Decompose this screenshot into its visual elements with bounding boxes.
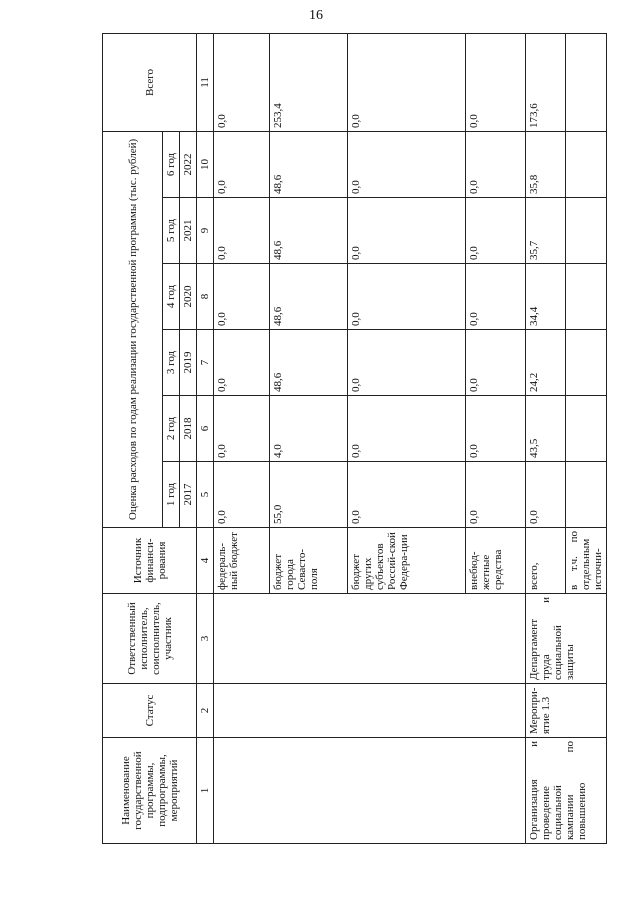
value-cell <box>566 396 607 462</box>
total-cell: 0,0 <box>466 33 526 131</box>
value-cell: 48,6 <box>270 330 348 396</box>
column-number: 6 <box>197 396 214 462</box>
year-label: 4 год <box>163 264 180 330</box>
value-cell: 0,0 <box>348 462 466 528</box>
total-cell <box>566 33 607 131</box>
value-cell: 0,0 <box>466 198 526 264</box>
table-row <box>214 33 270 843</box>
header-name: Наименование государственной программы, подпрограммы, мероприятий <box>103 738 197 844</box>
header-estimate: Оценка расходов по годам реализации государственной программы (тыс. рублей) <box>103 131 163 527</box>
source-cell: в т.ч. по отдельным источни- <box>566 528 607 594</box>
value-cell: 34,4 <box>526 264 566 330</box>
header-source: Источник финанси-рования <box>103 528 197 594</box>
value-cell: 48,6 <box>270 198 348 264</box>
year-label: 6 год <box>163 131 180 197</box>
source-cell: бюджет города Севасто-поля <box>270 528 348 594</box>
value-cell <box>566 462 607 528</box>
value-cell: 48,6 <box>270 131 348 197</box>
header-status: Статус <box>103 684 197 738</box>
year-value: 2019 <box>180 330 197 396</box>
source-cell: бюджет других субъектов Россий-ской Федера-ции <box>348 528 466 594</box>
value-cell: 48,6 <box>270 264 348 330</box>
year-value: 2022 <box>180 131 197 197</box>
value-cell <box>566 131 607 197</box>
budget-table <box>102 33 607 844</box>
value-cell: 0,0 <box>466 264 526 330</box>
value-cell: 0,0 <box>214 396 270 462</box>
column-number: 9 <box>197 198 214 264</box>
status-cell-empty <box>214 684 526 738</box>
value-cell: 0,0 <box>466 462 526 528</box>
value-cell: 35,8 <box>526 131 566 197</box>
value-cell: 0,0 <box>214 198 270 264</box>
value-cell: 0,0 <box>348 396 466 462</box>
table-row <box>526 33 566 843</box>
source-cell: федераль-ный бюджет <box>214 528 270 594</box>
column-number: 2 <box>197 684 214 738</box>
value-cell: 0,0 <box>466 131 526 197</box>
column-number: 4 <box>197 528 214 594</box>
year-label: 3 год <box>163 330 180 396</box>
value-cell: 55,0 <box>270 462 348 528</box>
value-cell: 4,0 <box>270 396 348 462</box>
event-status-cell: Меропри-ятие 1.3 <box>526 684 607 738</box>
column-number: 3 <box>197 594 214 684</box>
page-number: 16 <box>309 8 323 23</box>
column-number: 10 <box>197 131 214 197</box>
column-number: 11 <box>197 33 214 131</box>
total-cell: 173,6 <box>526 33 566 131</box>
year-label: 5 год <box>163 198 180 264</box>
responsible-cell-empty <box>214 594 526 684</box>
value-cell: 43,5 <box>526 396 566 462</box>
value-cell <box>566 264 607 330</box>
total-cell: 0,0 <box>348 33 466 131</box>
year-label: 2 год <box>163 396 180 462</box>
year-value: 2021 <box>180 198 197 264</box>
value-cell <box>566 330 607 396</box>
total-cell: 0,0 <box>214 33 270 131</box>
value-cell: 0,0 <box>466 396 526 462</box>
year-value: 2020 <box>180 264 197 330</box>
header-total: Всего <box>103 33 197 131</box>
source-cell: всего, <box>526 528 566 594</box>
name-cell-empty <box>214 738 526 844</box>
value-cell: 24,2 <box>526 330 566 396</box>
value-cell <box>566 198 607 264</box>
rotated-table-container <box>102 34 604 844</box>
value-cell: 35,7 <box>526 198 566 264</box>
column-number: 7 <box>197 330 214 396</box>
header-responsible: Ответственный исполнитель, соисполнитель, участник <box>103 594 197 684</box>
column-number: 1 <box>197 738 214 844</box>
column-numbers-row <box>197 33 214 843</box>
event-name-cell: Организация и проведение социальной кампании по повышению <box>526 738 607 844</box>
value-cell: 0,0 <box>348 330 466 396</box>
value-cell: 0,0 <box>348 198 466 264</box>
year-label: 1 год <box>163 462 180 528</box>
value-cell: 0,0 <box>348 264 466 330</box>
value-cell: 0,0 <box>214 330 270 396</box>
total-cell: 253,4 <box>270 33 348 131</box>
value-cell: 0,0 <box>214 264 270 330</box>
event-responsible-cell: Департамент труда и социальной защиты <box>526 594 607 684</box>
value-cell: 0,0 <box>466 330 526 396</box>
value-cell: 0,0 <box>214 462 270 528</box>
value-cell: 0,0 <box>526 462 566 528</box>
column-number: 5 <box>197 462 214 528</box>
year-value: 2017 <box>180 462 197 528</box>
column-number: 8 <box>197 264 214 330</box>
source-cell: внебюд-жетные средства <box>466 528 526 594</box>
value-cell: 0,0 <box>348 131 466 197</box>
value-cell: 0,0 <box>214 131 270 197</box>
year-value: 2018 <box>180 396 197 462</box>
